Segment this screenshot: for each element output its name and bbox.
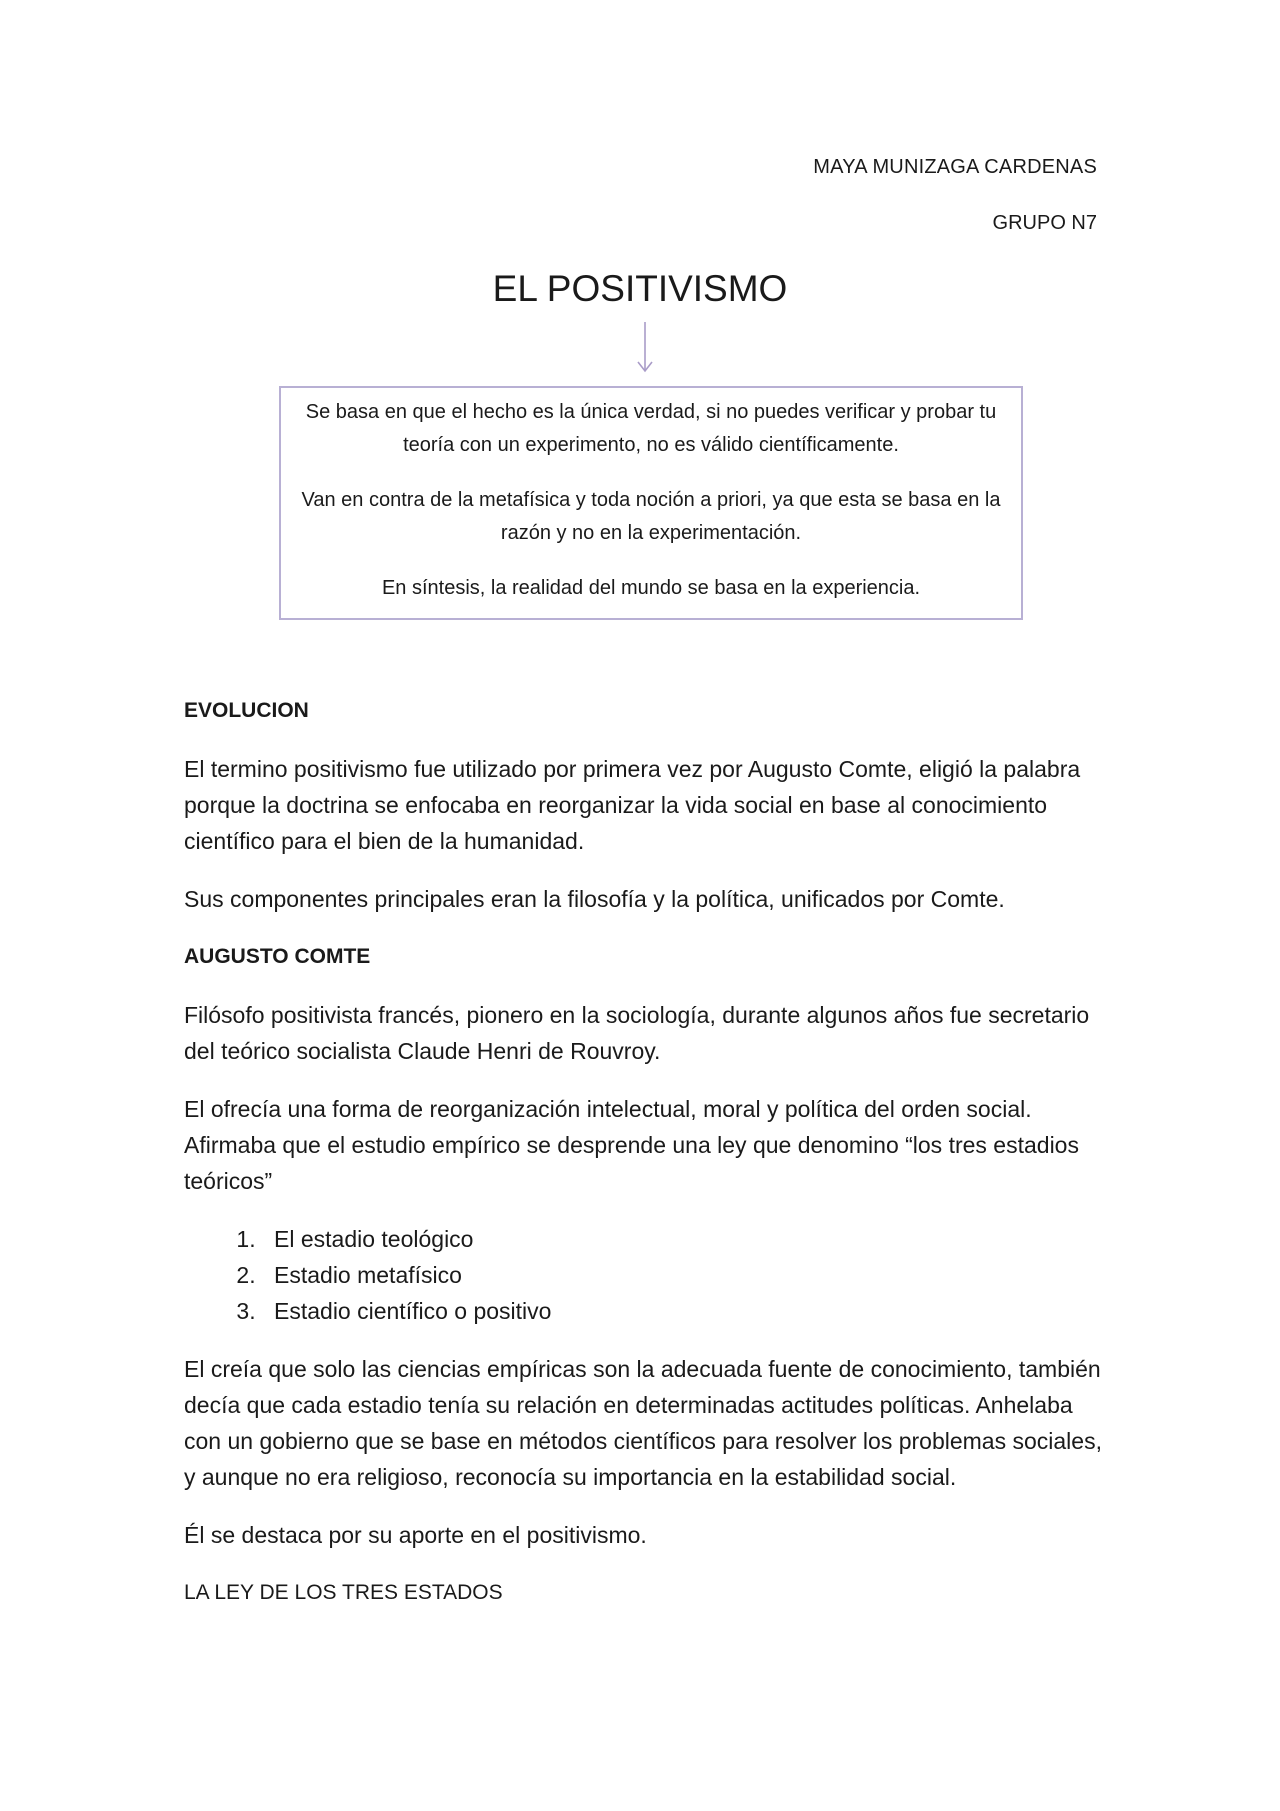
group-label: GRUPO N7: [992, 212, 1097, 234]
body-paragraph: El creía que solo las ciencias empíricas son la adecuada fuente de conocimiento, también decía que cada estadio tenía su relación en determinadas actitudes políticas. Anhelaba con un gobierno que se base en métodos científicos para resolver los problemas sociales, y aunque no era religioso, reconocía su importancia en la estabilidad social.: [184, 1356, 1102, 1490]
body-paragraph: El termino positivismo fue utilizado por primera vez por Augusto Comte, eligió la palabra porque la doctrina se enfocaba en reorganizar la vida social en base al conocimiento científico para el bien de la humanidad.: [184, 756, 1081, 854]
stages-list: [184, 1221, 1104, 1329]
body-paragraph: Él se destaca por su aporte en el positivismo.: [184, 1522, 647, 1548]
body-paragraph: El ofrecía una forma de reorganización intelectual, moral y política del orden social. Afirmaba que el estudio empírico se desprende una ley que denomino “los tres estadios teóricos”: [184, 1096, 1079, 1194]
definition-paragraph: En síntesis, la realidad del mundo se basa en la experiencia.: [381, 577, 921, 599]
body-paragraph: Sus componentes principales eran la filosofía y la política, unificados por Comte.: [184, 886, 1005, 912]
definition-paragraph: Van en contra de la metafísica y toda noción a priori, ya que esta se basa en la razón y no en la experimentación.: [301, 489, 1001, 544]
list-item: 1. El estadio teológico: [262, 1221, 1104, 1257]
down-arrow-icon: [635, 320, 655, 374]
body-paragraph: Filósofo positivista francés, pionero en la sociología, durante algunos años fue secretario del teórico socialista Claude Henri de Rouvroy.: [184, 1002, 1090, 1064]
author-name: MAYA MUNIZAGA CARDENAS: [813, 156, 1097, 178]
list-item: 3. Estadio científico o positivo: [262, 1293, 1104, 1329]
list-item: 2. Estadio metafísico: [262, 1257, 1104, 1293]
section-heading-evolucion: EVOLUCION: [184, 699, 309, 722]
document-title: EL POSITIVISMO: [492, 268, 788, 309]
section-heading-ley: LA LEY DE LOS TRES ESTADOS: [184, 1581, 503, 1604]
document-body: [184, 693, 1104, 1633]
definition-paragraph: Se basa en que el hecho es la única verdad, si no puedes verificar y probar tu teoría con un experimento, no es válido científicamente.: [305, 401, 997, 456]
section-heading-comte: AUGUSTO COMTE: [184, 945, 371, 968]
definition-box: [279, 386, 1023, 620]
